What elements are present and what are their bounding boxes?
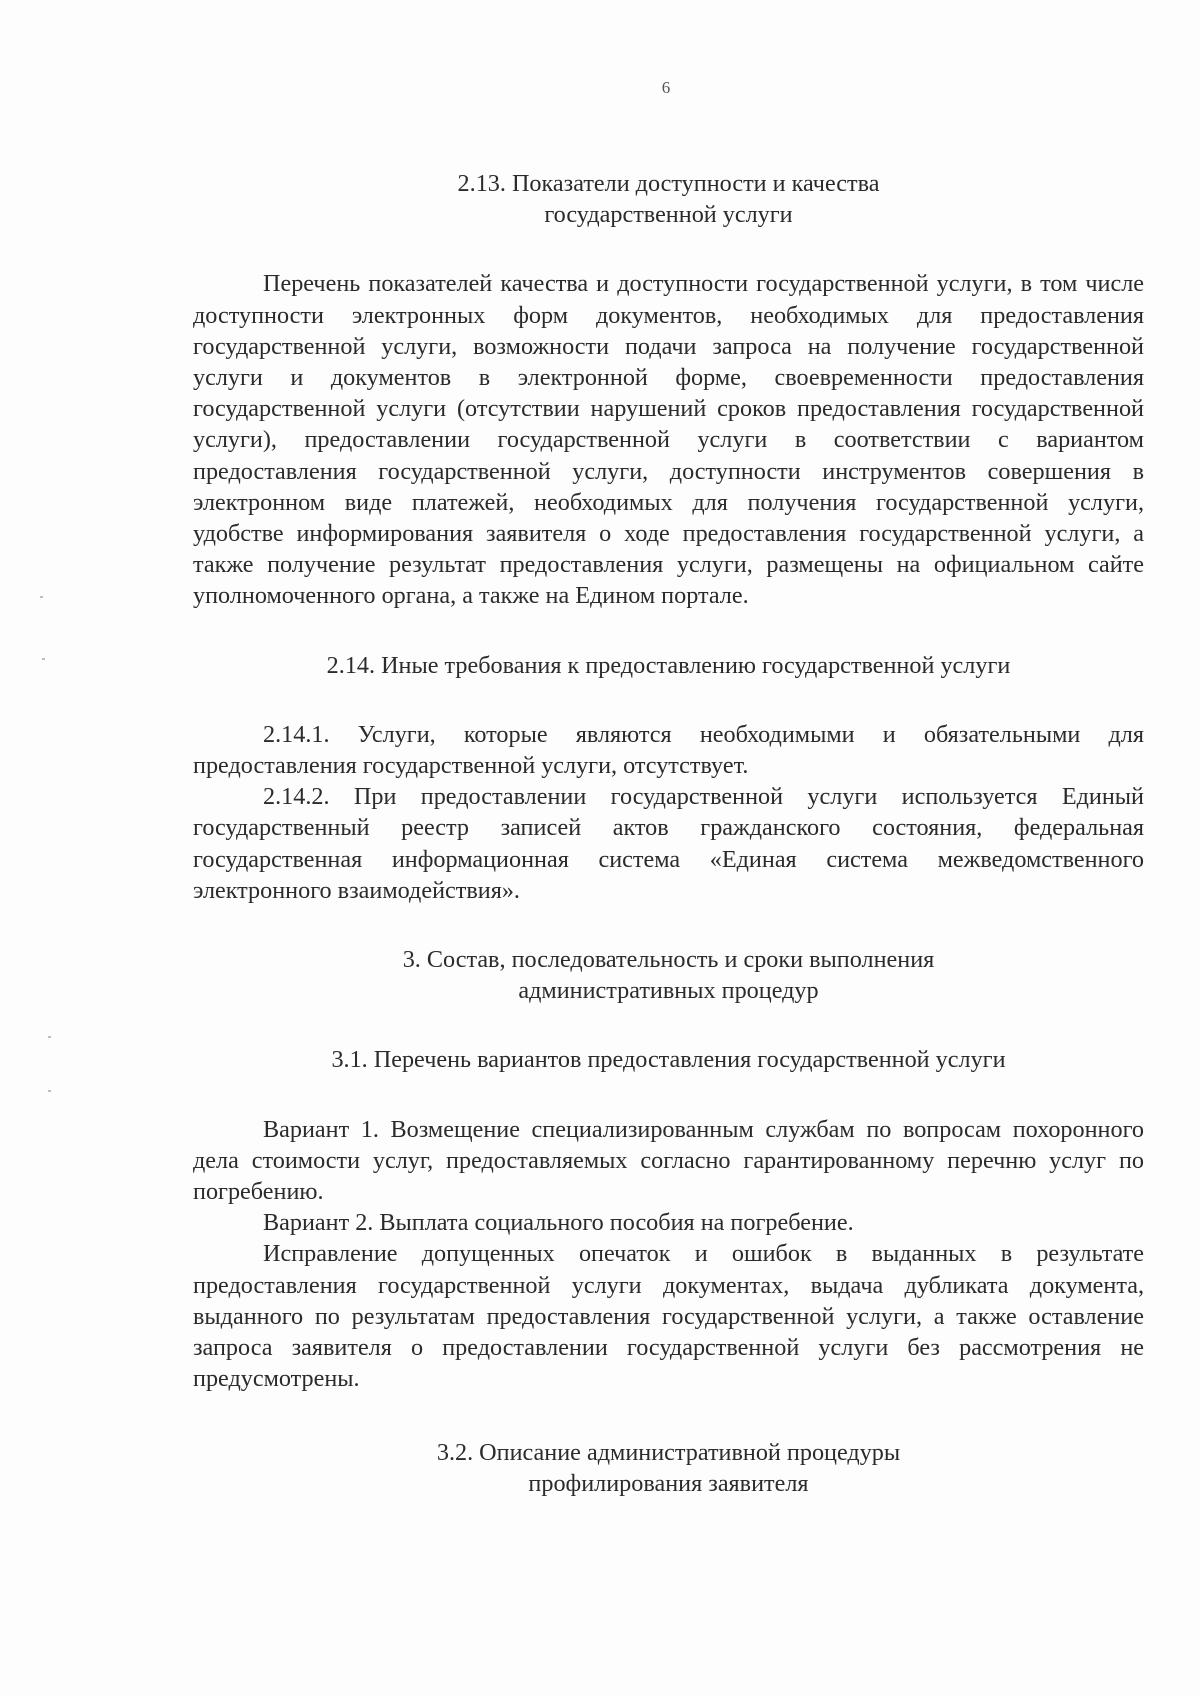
section-2-13-paragraph: Перечень показателей качества и доступности государственной услуги, в том числе доступности электронных форм документов, необходимых для предоставления государственной услуги, возможности подачи запроса на получение государственной услуги и документов в электронной форме, своевременности предоставления государственной услуги (отсутствии нарушений сроков предоставления государственной услуги), предоставлении государственной услуги в соответствии с вариантом предоставления государственной услуги, доступности инструментов совершения в электронном виде платежей, необходимых для получения государственной услуги, удобстве информирования заявителя о ходе предоставления государственной услуги, а также получение результат предоставления услуги, размещены на официальном сайте уполномоченного органа, а также на Едином портале. [193, 270, 1144, 610]
section-3-1-variant-2: Вариант 2. Выплата социального пособия на погребение. [263, 1209, 854, 1237]
section-3-2 [193, 1437, 1144, 1499]
page-number: 6 [661, 78, 671, 97]
scan-artifact [40, 596, 43, 598]
section-2-13 [193, 168, 1144, 612]
section-3-1-variant-1: Вариант 1. Возмещение специализированным службам по вопросам похоронного дела стоимости услуг, предоставляемых согласно гарантированному перечню услуг по погребению. [193, 1115, 1144, 1206]
section-2-13-heading-line2: государственной услуги [544, 201, 793, 229]
section-2-14-item-1: 2.14.1. Услуги, которые являются необходимыми и обязательными для предоставления государственной услуги, отсутствует. [193, 720, 1144, 780]
scan-artifact [42, 658, 45, 660]
section-3 [193, 944, 1144, 1006]
section-2-13-heading-line1: 2.13. Показатели доступности и качества [457, 170, 880, 197]
section-2-14 [193, 650, 1144, 906]
scan-artifact [48, 1036, 51, 1038]
document-body [193, 168, 1144, 1499]
section-2-14-item-2: 2.14.2. При предоставлении государственной услуги используется Единый государственный реестр записей актов гражданского состояния, федеральная государственная информационная система «Единая система межведомственного электронного взаимодействия». [193, 783, 1144, 904]
section-3-2-heading-line2: профилирования заявителя [528, 1469, 809, 1497]
scan-artifact [48, 1090, 51, 1092]
section-3-heading-line2: административных процедур [518, 977, 819, 1005]
section-3-heading-line1: 3. Состав, последовательность и сроки выполнения [402, 946, 935, 974]
section-3-1 [193, 1044, 1144, 1394]
section-3-1-correction: Исправление допущенных опечаток и ошибок в выданных в результате предоставления государственной услуги документах, выдача дубликата документа, выданного по результатам предоставления государственной услуги, а также оставление запроса заявителя о предоставлении государственной услуги без рассмотрения не предусмотрены. [193, 1240, 1144, 1393]
section-3-1-heading: 3.1. Перечень вариантов предоставления государственной услуги [331, 1046, 1006, 1074]
section-2-14-heading: 2.14. Иные требования к предоставлению государственной услуги [326, 651, 1011, 679]
section-3-2-heading-line1: 3.2. Описание административной процедуры [436, 1438, 901, 1466]
